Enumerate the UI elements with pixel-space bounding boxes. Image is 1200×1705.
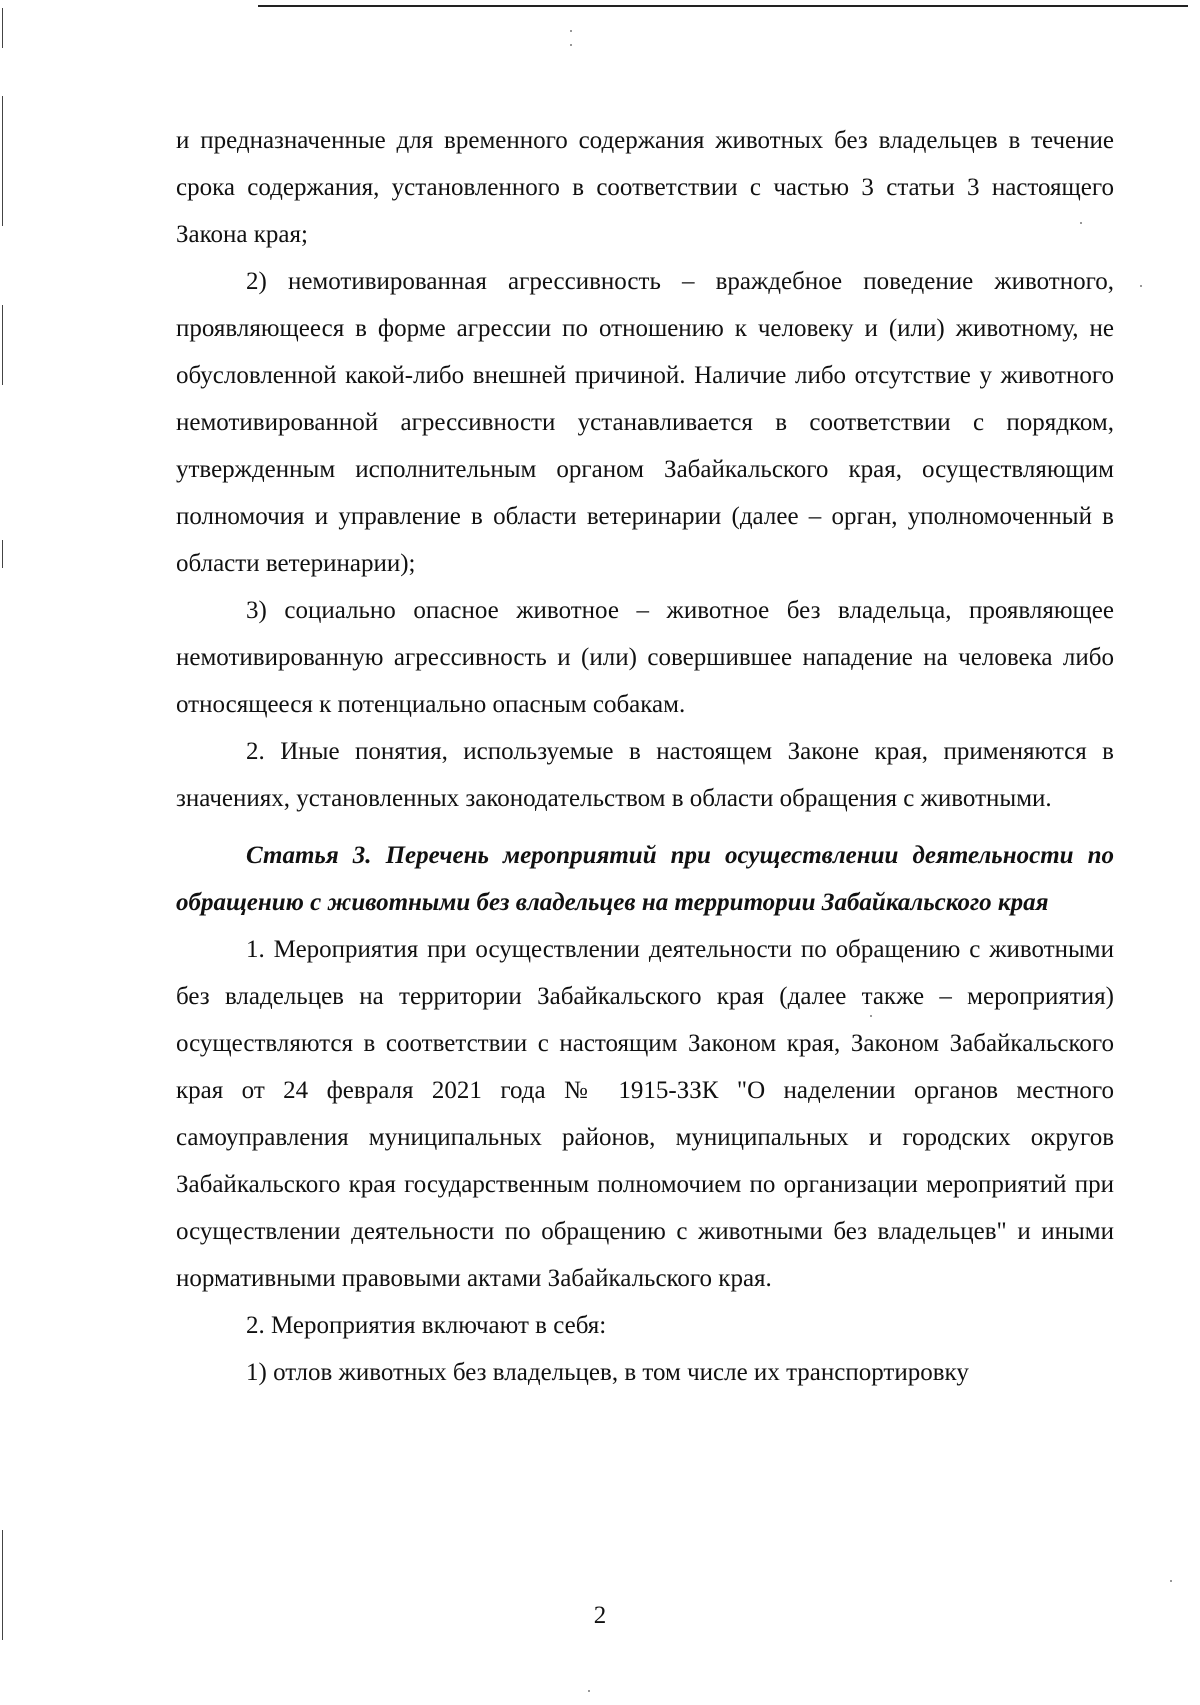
scan-edge-mark: [2, 540, 3, 568]
scan-edge-mark: [2, 8, 3, 48]
scan-edge-mark: [2, 96, 3, 226]
scan-speck: [570, 30, 572, 32]
article-3-part-1: 1. Мероприятия при осуществлении деятельности по обращению с животными без владельцев на территории Забайкальского края (далее также – мероприятия) осуществляются в соответствии с настоящим Законом края, Законом Забайкальского края от 24 февраля 2021 года № 1915-ЗЗК "О наделении органов местного самоуправления муниципальных районов, муниципальных и городских округов Забайкальского края государственным полномочием по организации мероприятий при осуществлении деятельности по обращению с животными без владельцев" и иными нормативными правовыми актами Забайкальского края.: [176, 936, 1114, 1292]
paragraph-continuation: и предназначенные для временного содержания животных без владельцев в течение срока содержания, установленного в соответствии с частью 3 статьи 3 настоящего Закона края;: [176, 127, 1114, 248]
scan-speck: [1140, 285, 1142, 287]
scan-speck: [588, 1690, 590, 1692]
article-3-item-1: 1) отлов животных без владельцев, в том числе их транспортировку: [246, 1359, 969, 1386]
document-body: [176, 117, 1114, 1396]
article-2-part-2: 2. Иные понятия, используемые в настоящем Законе края, применяются в значениях, установленных законодательством в области обращения с животными.: [176, 738, 1114, 812]
scan-speck: [1170, 1580, 1172, 1582]
article-3-heading: Статья 3. Перечень мероприятий при осуществлении деятельности по обращению с животными без владельцев на территории Забайкальского края: [176, 842, 1114, 916]
top-border-line: [258, 5, 1188, 7]
page-number: 2: [593, 1602, 607, 1629]
definition-item-2: 2) немотивированная агрессивность – враждебное поведение животного, проявляющееся в форме агрессии по отношению к человеку и (или) животному, не обусловленной какой-либо внешней причиной. Наличие либо отсутствие у животного немотивированной агрессивности устанавливается в соответствии с порядком, утвержденным исполнительным органом Забайкальского края, осуществляющим полномочия и управление в области ветеринарии (далее – орган, уполномоченный в области ветеринарии);: [176, 268, 1114, 577]
scan-edge-mark: [2, 305, 3, 385]
scan-speck: [570, 44, 572, 46]
article-3-part-2: 2. Мероприятия включают в себя:: [246, 1312, 607, 1339]
definition-item-3: 3) социально опасное животное – животное без владельца, проявляющее немотивированную агрессивность и (или) совершившее нападение на человека либо относящееся к потенциально опасным собакам.: [176, 597, 1114, 718]
